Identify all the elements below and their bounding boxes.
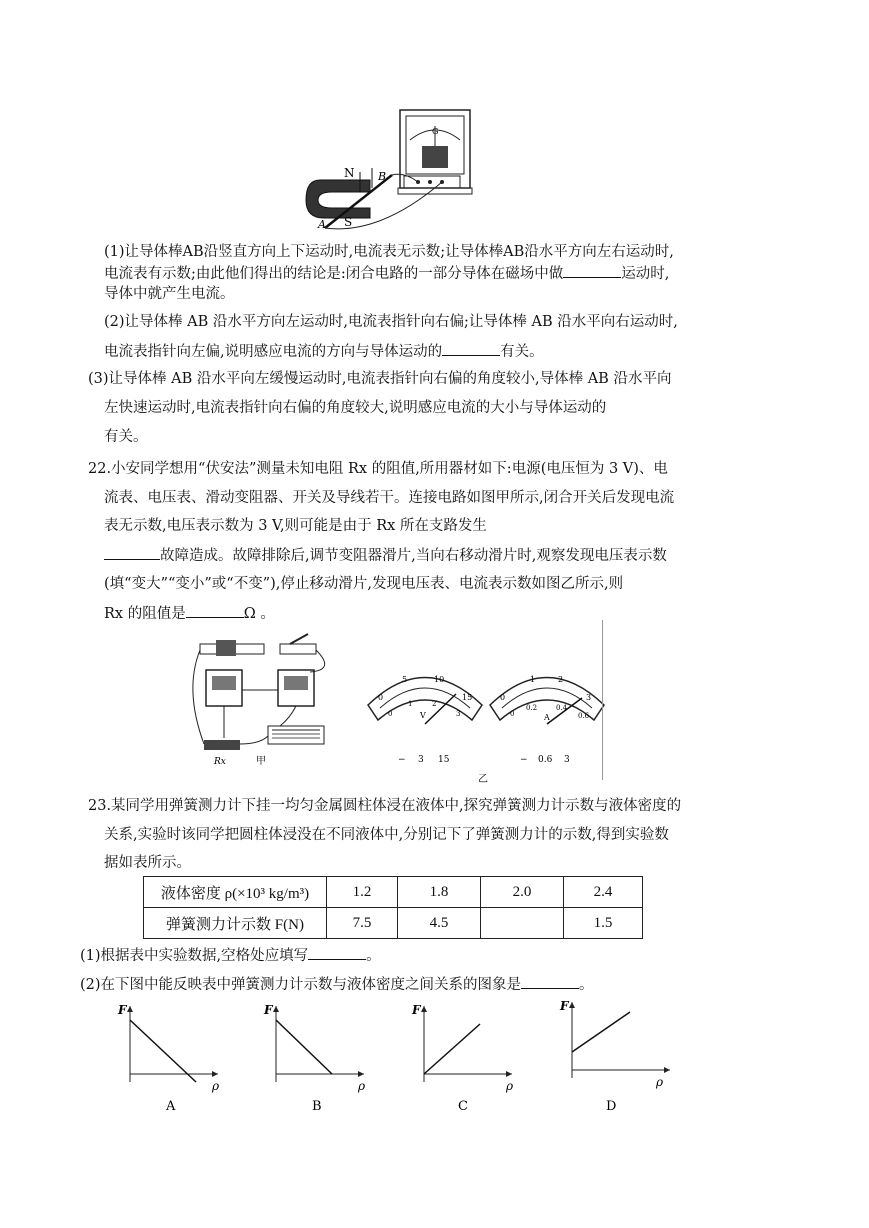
voltmeter-top-tick-10: 10 (434, 675, 445, 684)
q21-part3-line1: (3)让导体棒 AB 沿水平向左缓慢运动时,电流表指针向右偏的角度较小,导体棒 AB 沿水平向 (88, 371, 672, 387)
magnet-south-label: S (344, 215, 353, 229)
graph-d (552, 996, 682, 1118)
graph-b-label: B (312, 1099, 322, 1114)
graph-d-ylabel: F (560, 999, 569, 1013)
q23-line3: 据如表所示。 (104, 855, 191, 871)
q22-resistance-answer-blank[interactable] (186, 603, 244, 618)
graph-a (110, 998, 230, 1118)
q21-part1-answer-blank[interactable] (563, 263, 621, 278)
q21-part1-text-b: 运动时, (621, 266, 670, 282)
table-header-force: 弹簧测力计示数 F(N) (144, 908, 327, 939)
q21-part2-line2 (104, 341, 544, 362)
voltmeter-terminal-neg: − (398, 755, 406, 765)
induction-apparatus-figure (300, 100, 480, 235)
conductor-end-a-label: A (318, 218, 326, 231)
ammeter-top-tick-2: 2 (558, 675, 564, 684)
voltmeter-top-tick-15: 15 (462, 693, 473, 702)
ammeter-bottom-tick-02: 0.2 (526, 704, 538, 712)
q21-part3-line3: 有关。 (104, 429, 148, 445)
q21-part2-answer-blank[interactable] (442, 341, 500, 356)
q21-part1-line1: (1)让导体棒AB沿竖直方向上下运动时,电流表无示数;让导体棒AB沿水平方向左右运动时, (104, 244, 674, 260)
table-cell: 7.5 (327, 908, 398, 939)
q23-part1-answer-blank[interactable] (308, 945, 366, 960)
table-cell-blank[interactable] (481, 908, 564, 939)
circuit-figure-jia (180, 630, 340, 770)
q23-part2-text-b: 。 (579, 977, 594, 993)
ammeter-bottom-tick-0: 0 (510, 710, 515, 718)
meters-figure-yi (360, 620, 610, 785)
q22-line6-text-b: Ω 。 (243, 606, 275, 622)
q23-part1-text-b: 。 (366, 948, 381, 964)
table-cell: 1.5 (564, 908, 643, 939)
voltmeter-unit: V (420, 711, 426, 720)
voltmeter-terminal-3: 3 (418, 755, 424, 765)
ammeter-top-tick-1: 1 (530, 675, 536, 684)
graph-d-label: D (606, 1099, 617, 1114)
q23-line2: 关系,实验时该同学把圆柱体浸没在不同液体中,分别记下了弹簧测力计的示数,得到实验数 (104, 827, 669, 843)
conductor-end-b-label: B (378, 170, 387, 183)
q22-line4-text: 故障造成。故障排除后,调节变阻器滑片,当向右移动滑片时,观察发现电压表示数 (160, 548, 667, 564)
ammeter-terminal-neg: − (520, 755, 528, 765)
voltmeter-bottom-tick-2: 2 (432, 700, 437, 708)
q22-line1: 22.小安同学想用“伏安法”测量未知电阻 Rx 的阻值,所用器材如下:电源(电压恒为 3 V)、电 (88, 461, 668, 477)
q23-line1: 23.某同学用弹簧测力计下挂一均匀金属圆柱体浸在液体中,探究弹簧测力计示数与液体密度的 (88, 798, 682, 814)
figure-jia-caption: 甲 (256, 756, 266, 767)
voltmeter-top-tick-0: 0 (378, 693, 384, 702)
ammeter-top-tick-3: 3 (586, 693, 592, 702)
table-row (144, 877, 643, 908)
q23-part2-answer-blank[interactable] (521, 974, 579, 989)
ammeter-bottom-tick-04: 0.4 (556, 704, 568, 712)
q22-line3: 表无示数,电压表示数为 3 V,则可能是由于 Rx 所在支路发生 (104, 518, 487, 534)
q21-part2-text-b: 有关。 (500, 344, 544, 360)
graph-b (256, 998, 376, 1118)
q23-part1 (80, 945, 381, 966)
q23-part2 (80, 974, 594, 995)
graph-a-ylabel: F (118, 1003, 127, 1017)
rx-resistor-label: Rx (214, 757, 226, 767)
q21-part1-text-a: 电流表有示数;由此他们得出的结论是:闭合电路的一部分导体在磁场中做 (104, 266, 564, 282)
graph-c (404, 998, 524, 1118)
graph-b-xlabel: ρ (358, 1079, 366, 1093)
table-cell: 4.5 (398, 908, 481, 939)
q22-line6 (104, 603, 275, 624)
q22-line5: (填“变大”“变小”或“不变”),停止移动滑片,发现电压表、电流表示数如图乙所示,则 (104, 576, 624, 592)
voltmeter-bottom-tick-3: 3 (456, 710, 461, 718)
graph-b-ylabel: F (264, 1003, 273, 1017)
voltmeter-bottom-tick-0: 0 (388, 710, 393, 718)
table-cell: 1.8 (398, 877, 481, 908)
table-cell: 2.4 (564, 877, 643, 908)
ammeter-bottom-tick-06: 0.6 (578, 712, 590, 720)
q22-line2: 流表、电压表、滑动变阻器、开关及导线若干。连接电路如图甲所示,闭合开关后发现电流 (104, 490, 675, 506)
figure-yi-caption: 乙 (478, 774, 488, 785)
voltmeter-top-tick-5: 5 (402, 675, 408, 684)
q21-part2-line1: (2)让导体棒 AB 沿水平方向左运动时,电流表指针向右偏;让导体棒 AB 沿水平向右运动时, (104, 314, 678, 330)
graph-d-xlabel: ρ (656, 1075, 664, 1089)
table-row (144, 908, 643, 939)
magnet-north-label: N (344, 166, 355, 180)
galvanometer-label-g: G (432, 127, 439, 136)
table-cell: 2.0 (481, 877, 564, 908)
graph-c-label: C (458, 1099, 468, 1114)
graph-c-xlabel: ρ (506, 1079, 514, 1093)
q23-part1-text-a: (1)根据表中实验数据,空格处应填写 (80, 948, 309, 964)
ammeter-terminal-3: 3 (564, 755, 570, 765)
q23-part2-text-a: (2)在下图中能反映表中弹簧测力计示数与液体密度之间关系的图象是 (80, 977, 522, 993)
q21-part2-text-a: 电流表指针向左偏,说明感应电流的方向与导体运动的 (104, 344, 443, 360)
voltmeter-terminal-15: 15 (438, 755, 450, 765)
ammeter-terminal-06: 0.6 (538, 755, 553, 765)
q21-part3-line2: 左快速运动时,电流表指针向右偏的角度较大,说明感应电流的大小与导体运动的 (104, 400, 607, 416)
voltmeter-bottom-tick-1: 1 (408, 700, 413, 708)
q22-line6-text-a: Rx 的阻值是 (104, 606, 186, 622)
graph-a-xlabel: ρ (212, 1079, 220, 1093)
density-force-table (143, 876, 643, 939)
figure-divider (602, 620, 603, 780)
graph-a-label: A (166, 1099, 176, 1114)
q22-line4 (104, 545, 667, 566)
table-header-density: 液体密度 ρ(×10³ kg/m³) (144, 877, 327, 908)
table-cell: 1.2 (327, 877, 398, 908)
ammeter-unit: A (544, 713, 550, 722)
q22-fault-answer-blank[interactable] (104, 545, 160, 560)
q21-part1-line3: 导体中就产生电流。 (104, 286, 235, 302)
graph-c-ylabel: F (412, 1003, 421, 1017)
ammeter-top-tick-0: 0 (500, 693, 506, 702)
q21-part1-line2 (104, 263, 669, 284)
